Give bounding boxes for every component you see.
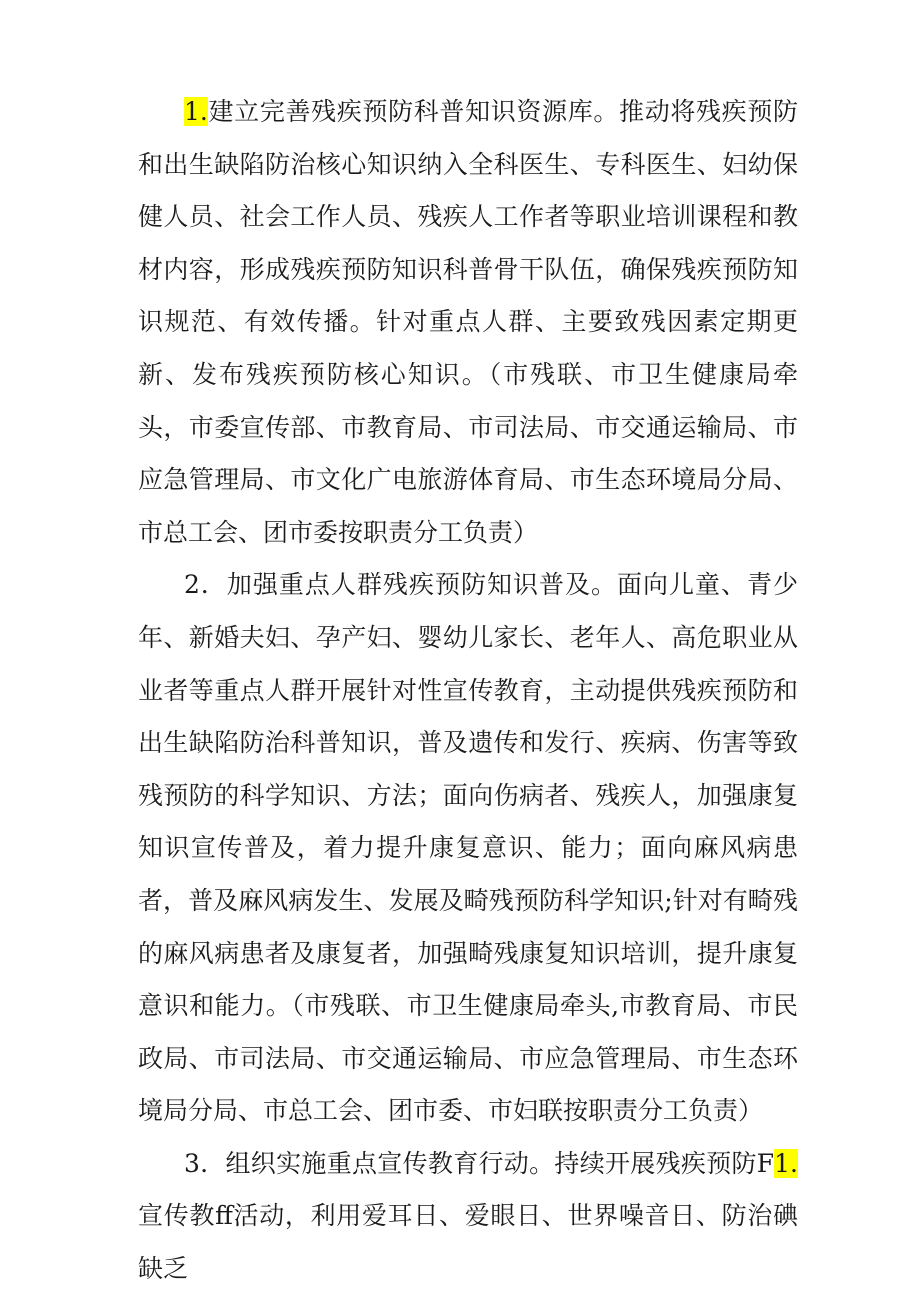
highlighted-number: 1. [184,97,208,126]
paragraph-3 [138,1138,798,1296]
highlighted-fragment: 1. [774,1148,798,1178]
paragraph-text-continued: 宣传教ff活动，利用爱耳日、爱眼日、世界噪音日、防治碘缺乏 [138,1201,798,1284]
paragraph-text: 2．加强重点人群残疾预防知识普及。面向儿童、青少年、新婚夫妇、孕产妇、婴幼儿家长、老年人、高危职业从业者等重点人群开展针对性宣传教育，主动提供残疾预防和出生缺陷防治科普知识，普及遗传和发行、疾病、伤害等致残预防的科学知识、方法；面向伤病者、残疾人，加强康复知识宣传普及，着力提升康复意识、能力；面向麻风病患者，普及麻风病发生、发展及畸残预防科学知识;针对有畸残的麻风病患者及康复者，加强畸残康复知识培训，提升康复意识和能力。（市残联、市卫生健康局牵头,市教育局、市民政局、市司法局、市交通运输局、市应急管理局、市生态环境局分局、市总工会、团市委、市妇联按职责分工负责） [138,570,798,1126]
paragraph-text: 3．组织实施重点宣传教育行动。持续开展残疾预防F [184,1148,775,1178]
paragraph-1 [138,86,798,559]
paragraph-2 [138,559,798,1138]
paragraph-text: 建立完善残疾预防科普知识资源库。推动将残疾预防和出生缺陷防治核心知识纳入全科医生、专科医生、妇幼保健人员、社会工作人员、残疾人工作者等职业培训课程和教材内容，形成残疾预防知识科普骨干队伍，确保残疾预防知识规范、有效传播。针对重点人群、主要致残因素定期更新、发布残疾预防核心知识。（市残联、市卫生健康局牵头，市委宣传部、市教育局、市司法局、市交通运输局、市应急管理局、市文化广电旅游体育局、市生态环境局分局、市总工会、团市委按职责分工负责） [138,97,798,547]
document-body [138,86,798,1296]
